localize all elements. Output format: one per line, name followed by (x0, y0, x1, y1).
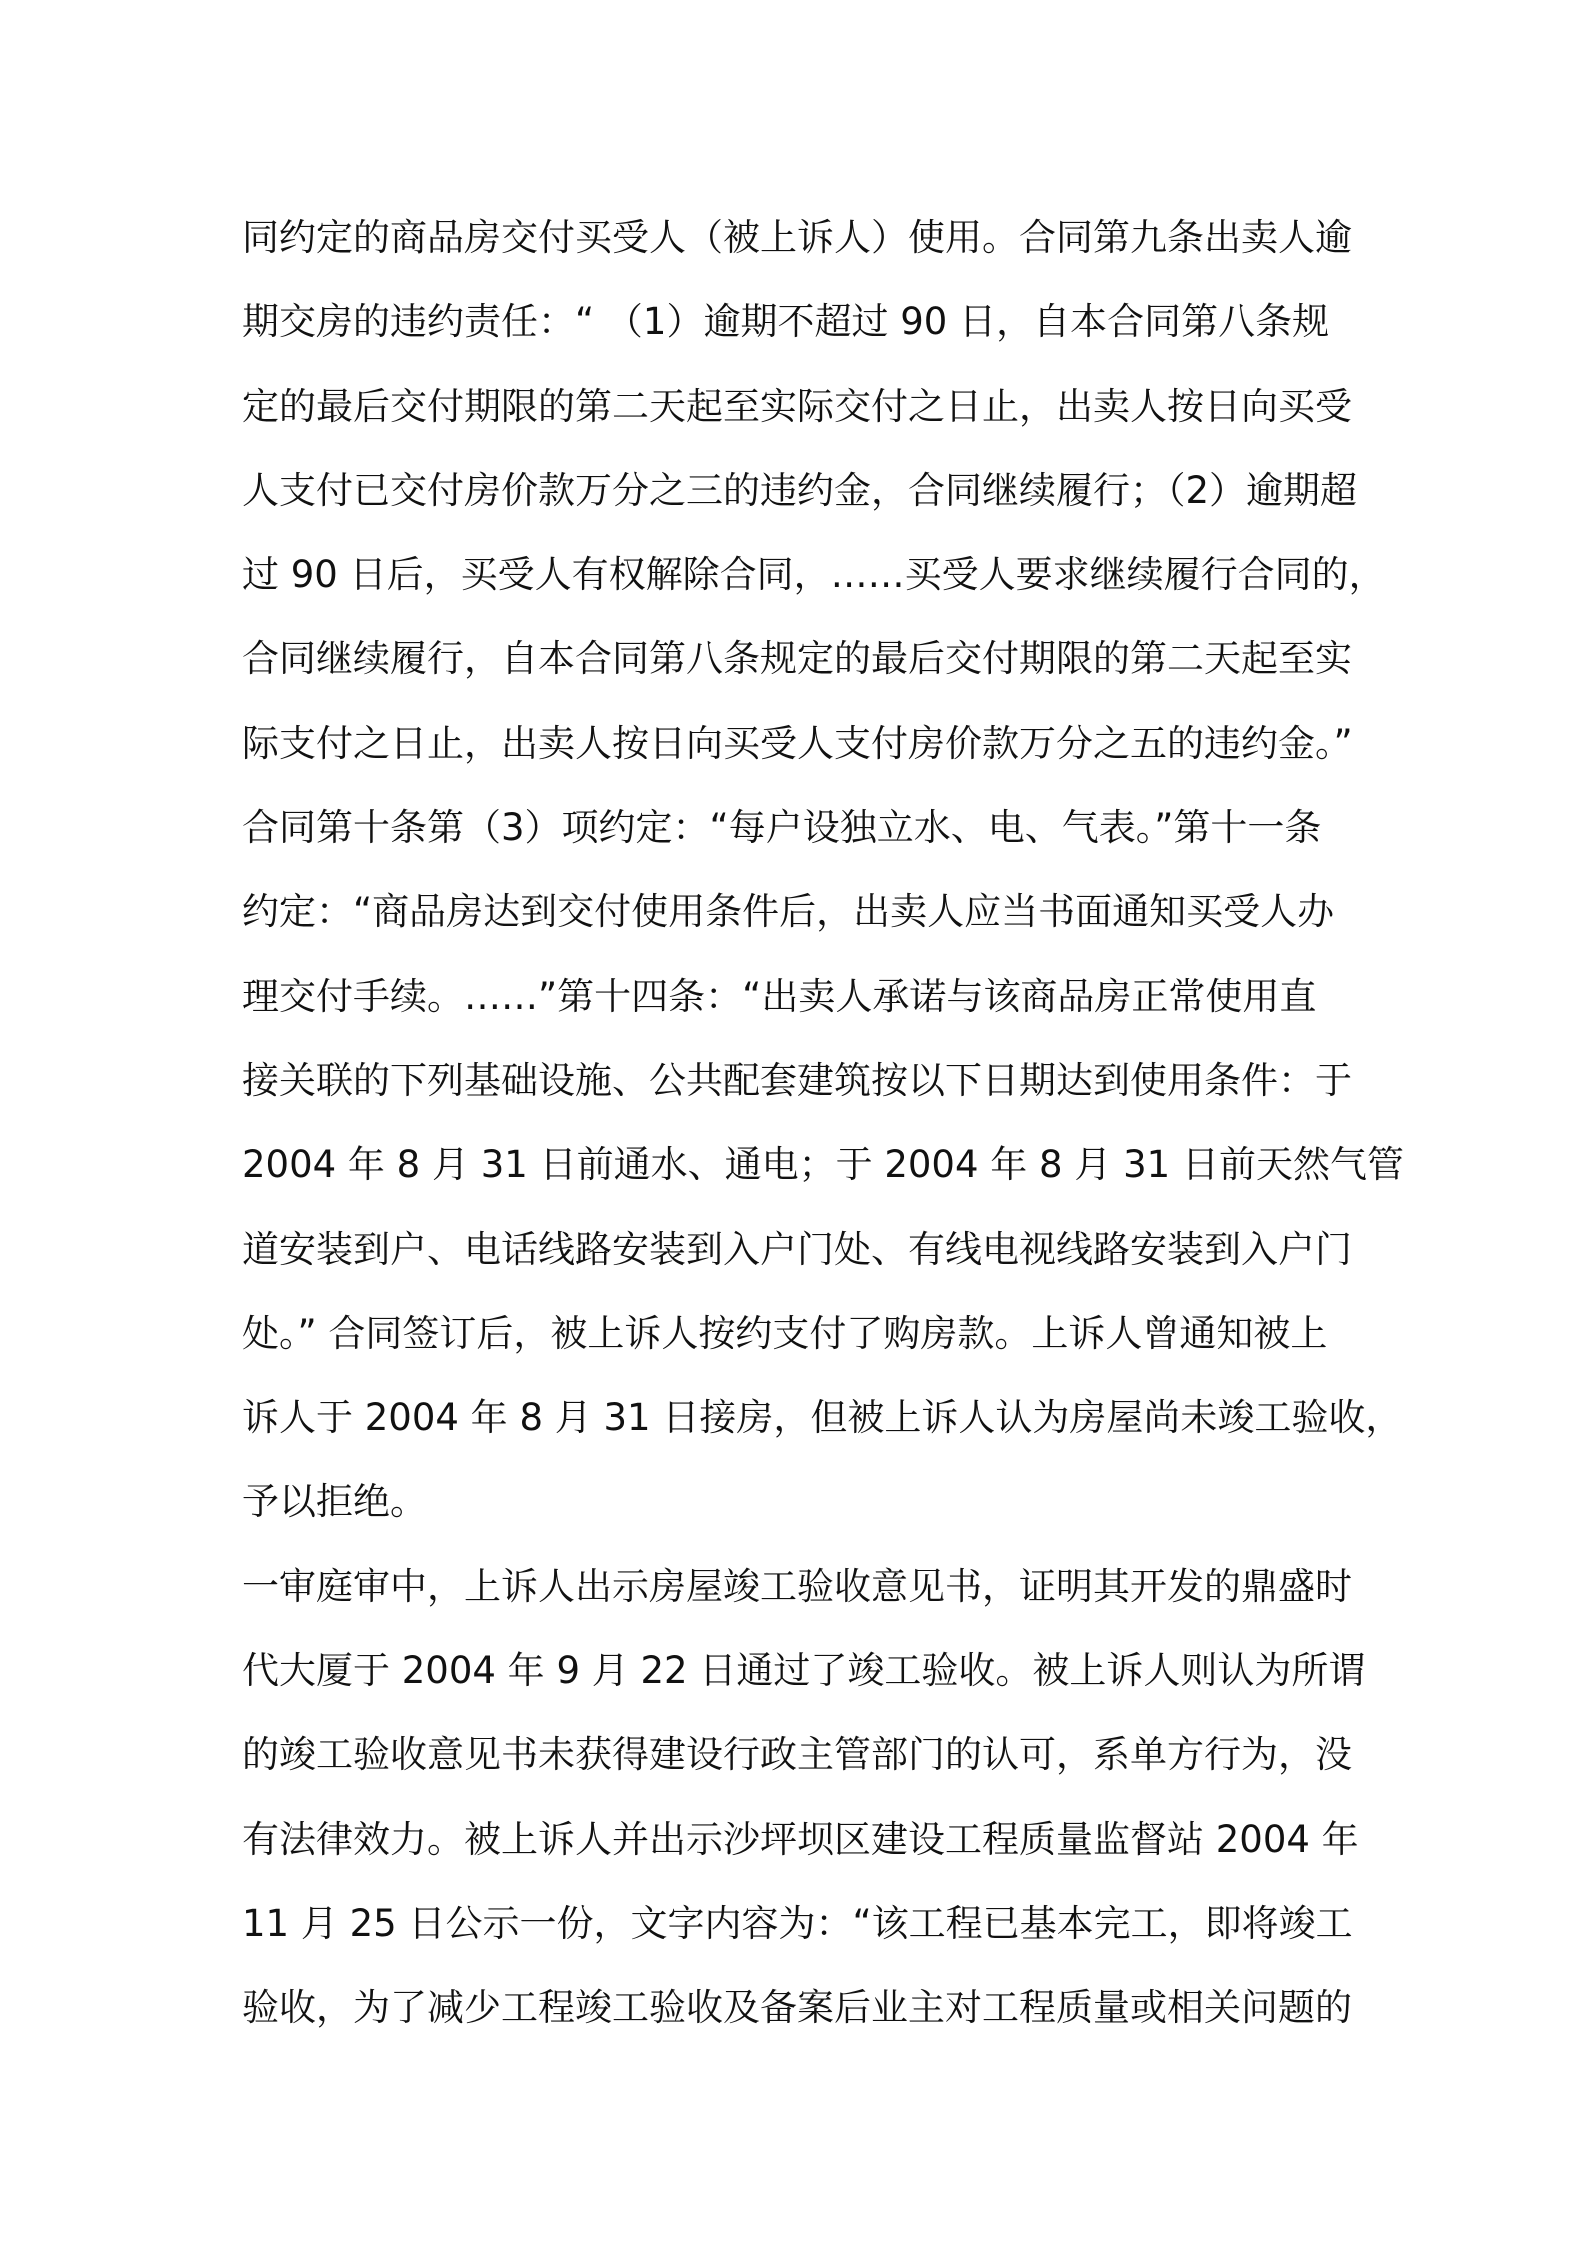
text-line: 验收，为了减少工程竣工验收及备案后业主对工程质量或相关问题的 (242, 1986, 1352, 2030)
text-line: 理交付手续。……”第十四条：“出卖人承诺与该商品房正常使用直 (242, 974, 1317, 1018)
text-line: 诉人于 2004 年 8 月 31 日接房，但被上诉人认为房屋尚未竣工验收， (242, 1396, 1403, 1440)
text-line: 处。” 合同签订后，被上诉人按约支付了购房款。上诉人曾通知被上 (242, 1311, 1328, 1355)
text-line: 一审庭审中，上诉人出示房屋竣工验收意见书，证明其开发的鼎盛时 (242, 1564, 1352, 1608)
text-line: 定的最后交付期限的第二天起至实际交付之日止，出卖人按日向买受 (242, 384, 1352, 428)
text-line: 接关联的下列基础设施、公共配套建筑按以下日期达到使用条件：于 (242, 1058, 1352, 1102)
text-line: 代大厦于 2004 年 9 月 22 日通过了竣工验收。被上诉人则认为所谓 (242, 1649, 1366, 1693)
text-line: 约定：“商品房达到交付使用条件后，出卖人应当书面通知买受人办 (242, 890, 1335, 934)
text-line: 合同第十条第（3）项约定：“每户设独立水、电、气表。”第十一条 (242, 806, 1322, 850)
text-line: 合同继续履行，自本合同第八条规定的最后交付期限的第二天起至实 (242, 637, 1352, 681)
text-line: 予以拒绝。 (242, 1480, 427, 1524)
text-line: 11 月 25 日公示一份，文字内容为：“该工程已基本完工，即将竣工 (242, 1901, 1353, 1945)
text-line: 过 90 日后，买受人有权解除合同，……买受人要求继续履行合同的， (242, 553, 1386, 597)
body-text (242, 196, 1404, 2051)
text-line: 的竣工验收意见书未获得建设行政主管部门的认可，系单方行为，没 (242, 1733, 1352, 1777)
text-line: 2004 年 8 月 31 日前通水、通电；于 2004 年 8 月 31 日前天然气管 (242, 1143, 1404, 1187)
text-line: 有法律效力。被上诉人并出示沙坪坝区建设工程质量监督站 2004 年 (242, 1817, 1359, 1861)
text-line: 期交房的违约责任：“ （1）逾期不超过 90 日，自本合同第八条规 (242, 300, 1330, 344)
text-line: 人支付已交付房价款万分之三的违约金，合同继续履行；（2）逾期超 (242, 468, 1358, 512)
text-line: 际支付之日止，出卖人按日向买受人支付房价款万分之五的违约金。” (242, 721, 1353, 765)
text-line: 道安装到户、电话线路安装到入户门处、有线电视线路安装到入户门 (242, 1227, 1352, 1271)
text-line: 同约定的商品房交付买受人（被上诉人）使用。合同第九条出卖人逾 (242, 216, 1352, 259)
